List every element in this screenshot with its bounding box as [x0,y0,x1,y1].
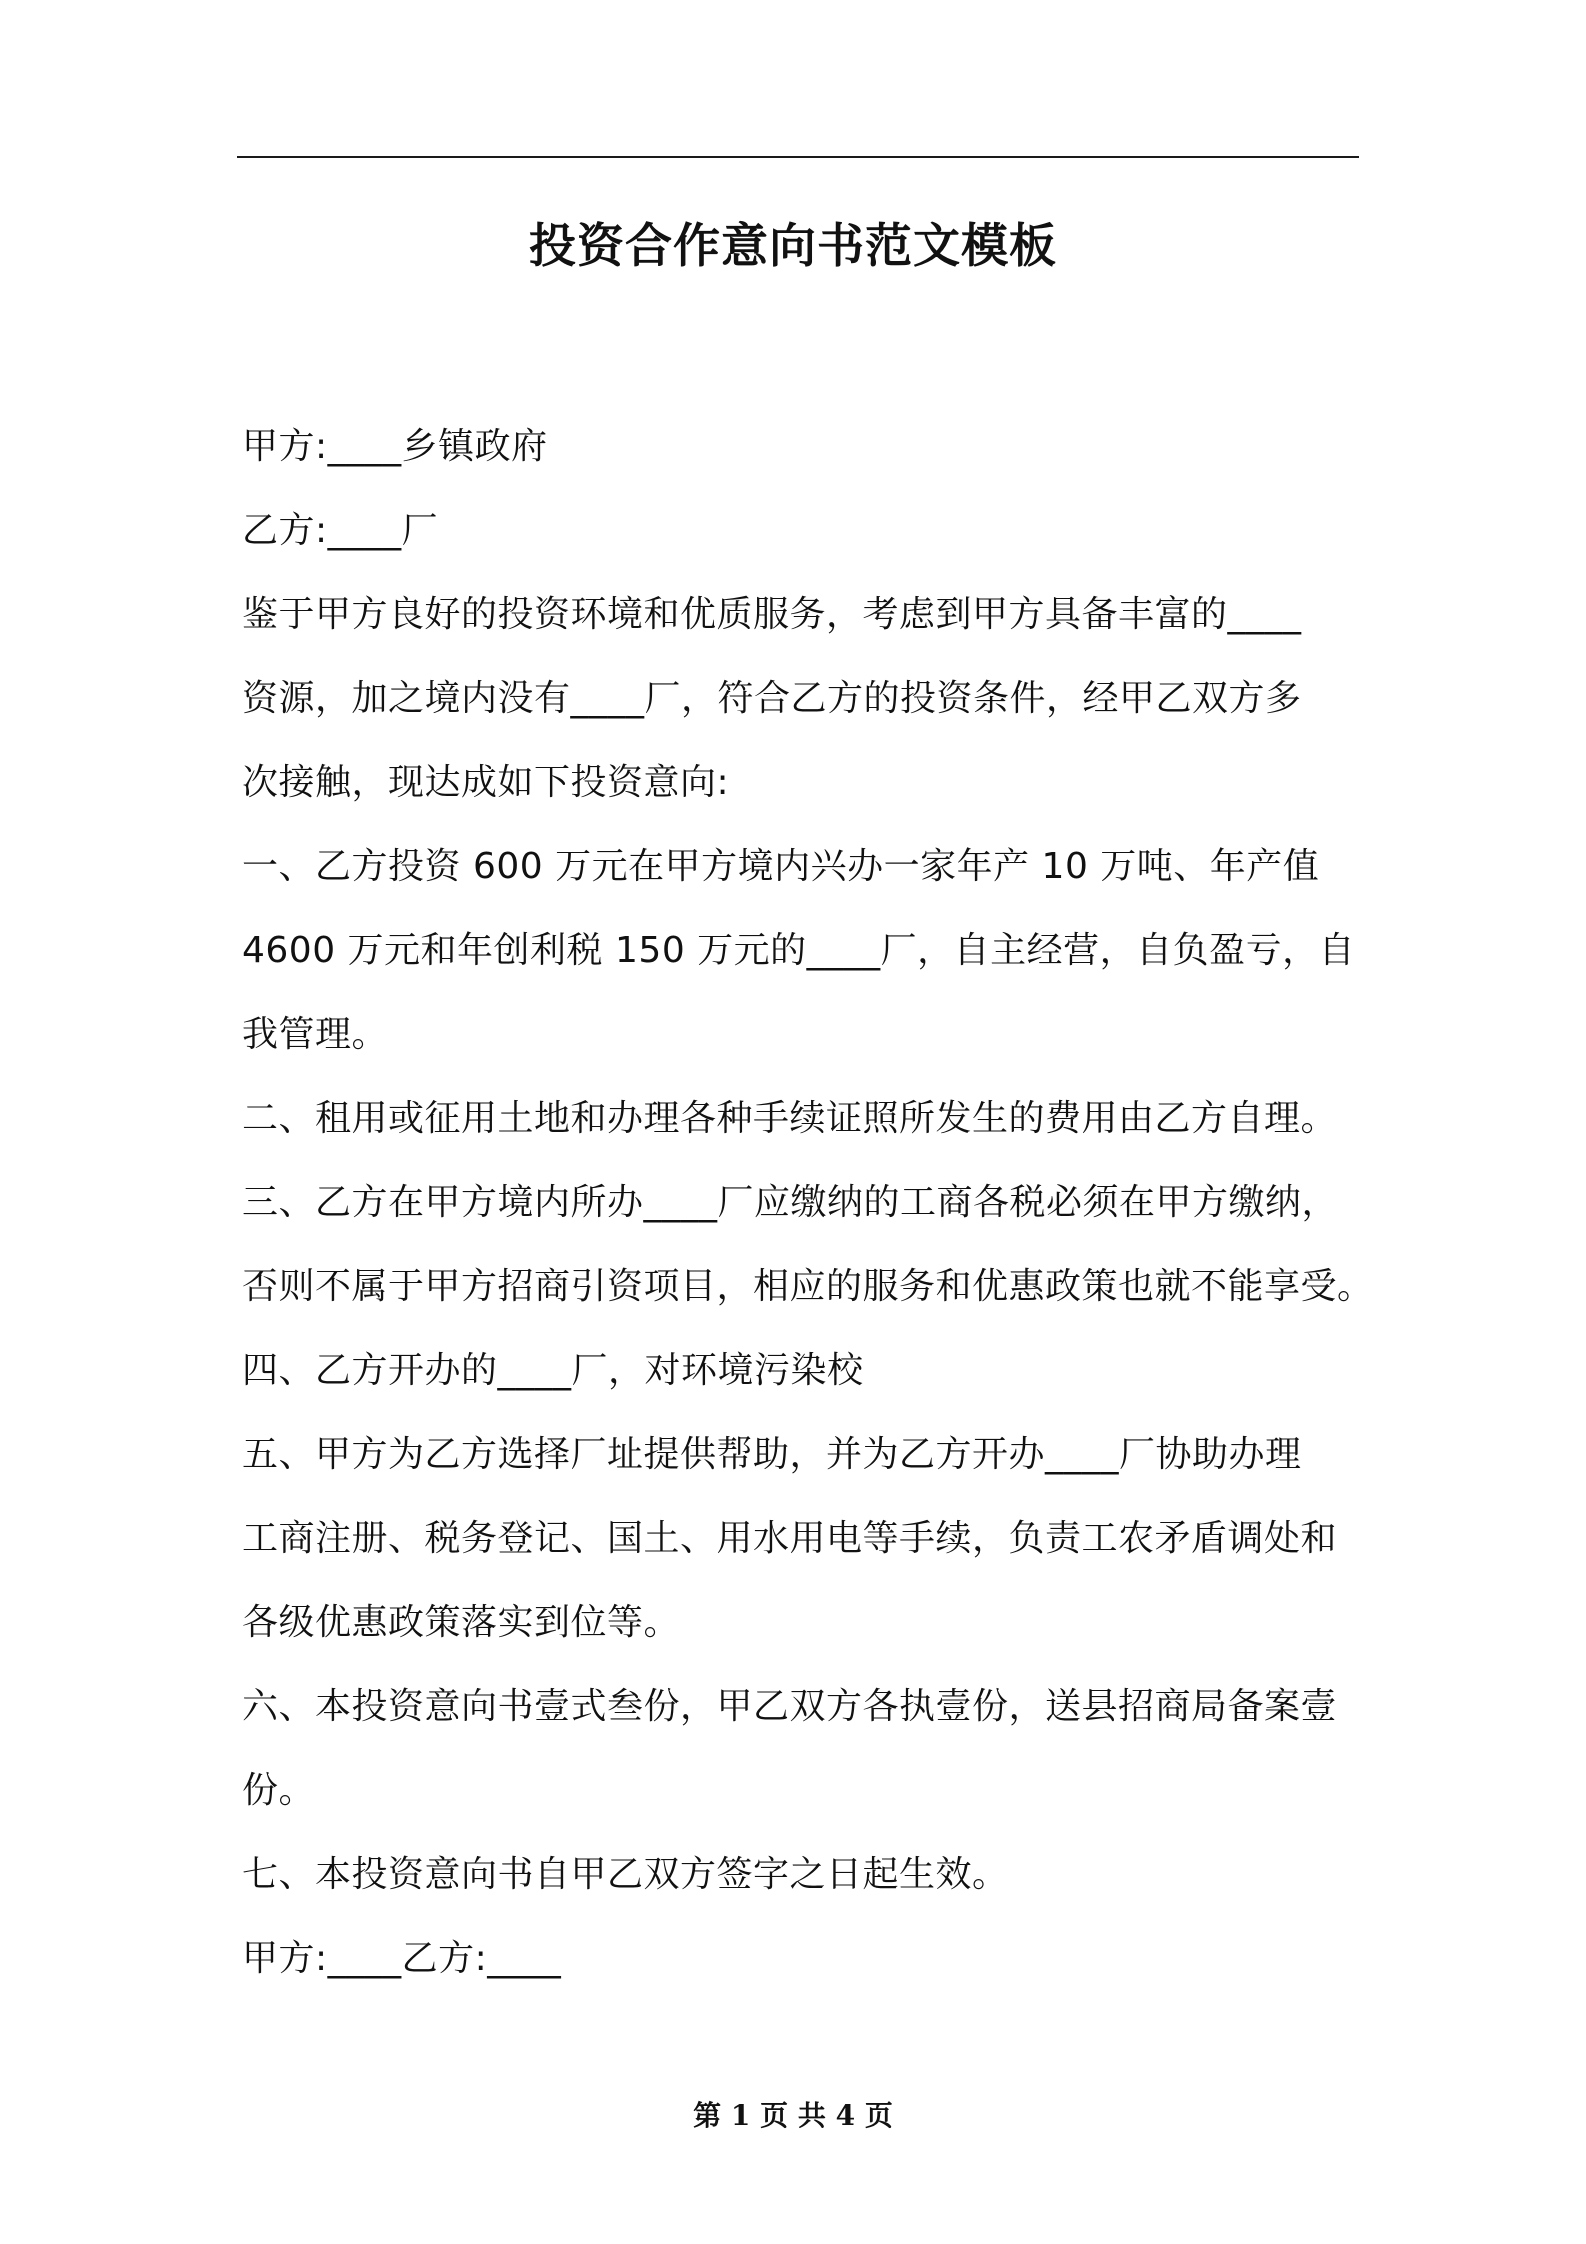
clause-7-line-1: 七、本投资意向书自甲乙双方签字之日起生效。 [242,1854,1009,1895]
preamble-line-1: 鉴于甲方良好的投资环境和优质服务，考虑到甲方具备丰富的____ [242,594,1302,635]
clause-2-line-1: 二、租用或征用土地和办理各种手续证照所发生的费用由乙方自理。 [242,1098,1338,1139]
party-b-line: 乙方:____厂 [242,510,439,551]
preamble-line-3: 次接触，现达成如下投资意向: [242,762,730,803]
clause-5-line-3: 各级优惠政策落实到位等。 [242,1602,681,1643]
page-number: 第 1 页 共 4 页 [693,2099,893,2132]
clause-3-line-1: 三、乙方在甲方境内所办____厂应缴纳的工商各税必须在甲方缴纳， [242,1182,1339,1223]
clause-4-line-1: 四、乙方开办的____厂，对环境污染校 [242,1350,864,1391]
clause-1-line-3: 我管理。 [242,1014,389,1055]
clause-6-line-1: 六、本投资意向书壹式叁份，甲乙双方各执壹份，送县招商局备案壹 [242,1686,1338,1727]
party-a-line: 甲方:____乡镇政府 [242,426,548,467]
document-title: 投资合作意向书范文模板 [529,219,1057,274]
clause-6-line-2: 份。 [242,1770,316,1811]
document-body [242,405,1382,2001]
clause-3-line-2: 否则不属于甲方招商引资项目，相应的服务和优惠政策也就不能享受。 [242,1266,1374,1307]
preamble-line-2: 资源，加之境内没有____厂，符合乙方的投资条件，经甲乙双方多 [242,678,1302,719]
clause-1-line-2: 4600 万元和年创利税 150 万元的____厂，自主经营，自负盈亏，自 [242,930,1356,971]
clause-5-line-1: 五、甲方为乙方选择厂址提供帮助，并为乙方开办____厂协助办理 [242,1434,1302,1475]
clause-5-line-2: 工商注册、税务登记、国土、用水用电等手续，负责工农矛盾调处和 [242,1518,1338,1559]
header-rule [237,156,1359,158]
clause-1-line-1: 一、乙方投资 600 万元在甲方境内兴办一家年产 10 万吨、年产值 [242,846,1320,887]
signature-line: 甲方:____乙方:____ [242,1938,562,1979]
